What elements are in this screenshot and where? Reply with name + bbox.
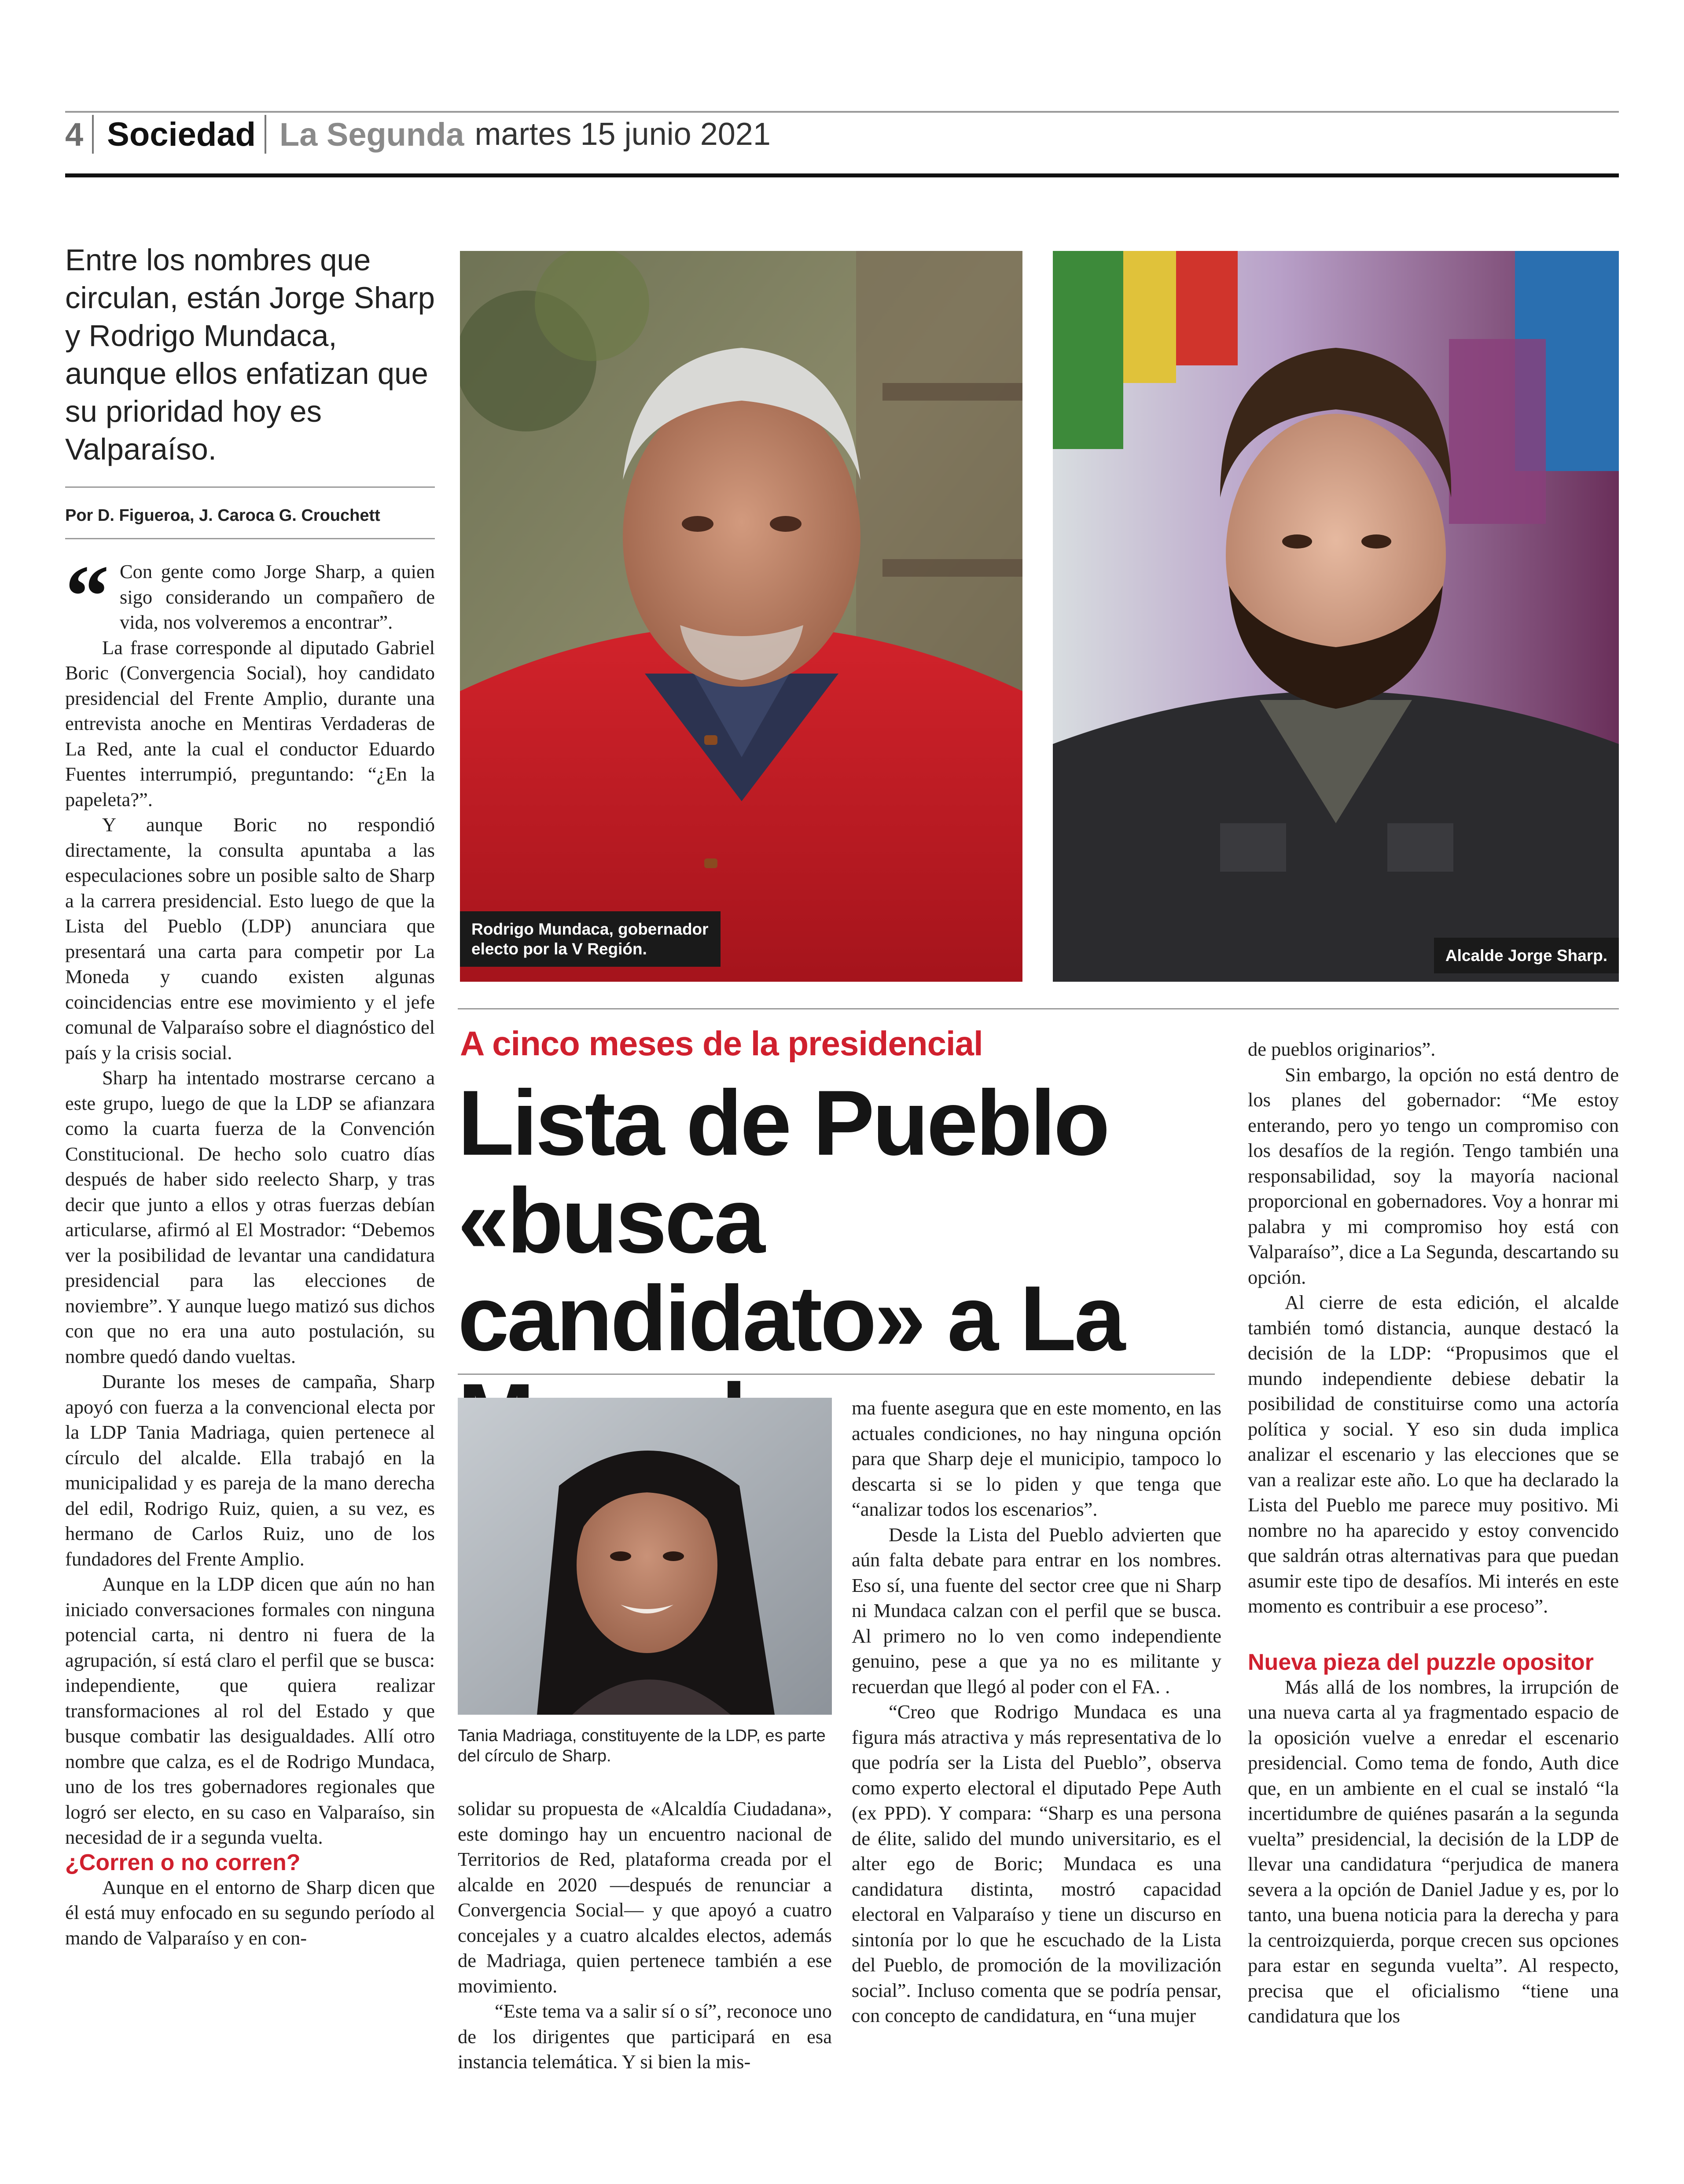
paragraph: ma fuente asegura que en este momento, en las actuales condiciones, no hay ninguna opción para que Sharp deje el municipio, tampoco lo descarta si se lo piden y que tenga que “analizar todos los escenarios”. bbox=[852, 1397, 1221, 1520]
paragraph: Sharp ha intentado mostrarse cercano a este grupo, luego de que la LDP se afianzara como la cuarta fuerza de la Convención Constitucional. De hecho solo cuatro días después de haber sido reelecto Sharp, y tras decir que junto a ellos y otras fuerzas debían articularse, afirmó al El Mostrador: “Debemos ver la posibilidad de levantar una candidatura presidencial para las elecciones de noviembre”. Y aunque luego matizó sus dichos con que no era una auto postulación, su nombre quedó dando vueltas. bbox=[65, 1067, 435, 1367]
headline-top-rule bbox=[458, 1008, 1619, 1009]
article-column-1 bbox=[65, 548, 435, 1951]
photo-jorge-sharp bbox=[1053, 251, 1619, 982]
photo-rodrigo-mundaca bbox=[460, 251, 1022, 982]
subheading: Nueva pieza del puzzle opositor bbox=[1248, 1649, 1594, 1675]
article-headline: Lista de Pueblo «busca candidato» a La bbox=[458, 1071, 1124, 1370]
article-column-3 bbox=[852, 1396, 1221, 2029]
paragraph: Durante los meses de campaña, Sharp apoyó con fuerza a la convencional electa por la LDP Tania Madriaga, quien pertenece al círculo del alcalde. Ella trabajó en la municipalidad y es pareja de la mano derecha del edil, Rodrigo Ruiz, quien, a su vez, es hermano de Carlos Ruiz, uno de los fundadores del Frente Amplio. bbox=[65, 1370, 435, 1570]
article-column-2 bbox=[458, 1796, 832, 2075]
article-lead: Entre los nombres que circulan, están Jorge Sharp y Rodrigo Mundaca, aunque ellos enfatizan que su prioridad hoy es Valparaíso. bbox=[65, 243, 435, 466]
section-name: Sociedad bbox=[107, 115, 256, 153]
paragraph: Aunque en el entorno de Sharp dicen que él está muy enfocado en su segundo período al mando de Valparaíso y en con- bbox=[65, 1876, 435, 1949]
paragraph: Al cierre de esta edición, el alcalde también tomó distancia, aunque destacó la decisión de la LDP: “Propusimos que el mundo independiente debiese debatir la posibilidad de constituirse como una actoría política y social. Y eso sin duda implica analizar el escenario y las elecciones que se van a realizar este año. Lo que ha declarado la Lista del Pueblo me parece muy positivo. Mi nombre no ha aparecido y estoy convencido que saldrán otras alternativas para que puedan asumir este tipo de desafíos. Mi interés en este momento es contribuir a ese proceso”. bbox=[1248, 1291, 1619, 1617]
headline-kicker: A cinco meses de la presidencial bbox=[460, 1024, 983, 1063]
byline-rule bbox=[65, 538, 435, 539]
photo-caption-sharp: Alcalde Jorge Sharp. bbox=[1434, 938, 1619, 973]
photo-caption-mundaca: Rodrigo Mundaca, gobernador electo por la V Región. bbox=[460, 911, 721, 967]
photo-caption-madriaga: Tania Madriaga, constituyente de la LDP, es parte del círculo de Sharp. bbox=[458, 1727, 826, 1765]
portrait-image bbox=[458, 1398, 832, 1715]
header-separator bbox=[92, 115, 94, 154]
portrait-image bbox=[1053, 251, 1619, 982]
lead-rule bbox=[65, 486, 435, 488]
issue-date: martes 15 junio 2021 bbox=[474, 117, 771, 152]
paragraph: Con gente como Jorge Sharp, a quien sigo considerando un compañero de vida, nos volveremos a encontrar”. bbox=[120, 560, 435, 633]
newspaper-name: La Segunda bbox=[279, 116, 464, 153]
header-separator bbox=[265, 115, 266, 154]
page-header bbox=[65, 112, 771, 156]
paragraph: “Este tema va a salir sí o sí”, reconoce uno de los dirigentes que participará en esa instancia telemática. Y si bien la mis- bbox=[458, 2000, 832, 2073]
paragraph: Desde la Lista del Pueblo advierten que aún falta debate para entrar en los nombres. Eso sí, una fuente del sector cree que ni Sharp ni Mundaca calzan con el perfil que se busca. Al primero no lo ven como independiente genuino, pese a que ya no es militante y recuerdan que llegó al poder con el FA. . bbox=[852, 1523, 1221, 1698]
paragraph: Y aunque Boric no respondió directamente, la consulta apuntaba a las especulaciones sobre un posible salto de Sharp a la carrera presidencial. Esto luego de que la Lista del Pueblo (LDP) anunciara que presentará una carta para competir por La Moneda y cuando existen algunas coincidencias entre ese movimiento y el jefe comunal de Valparaíso sobre el diagnóstico del país y la crisis social. bbox=[65, 814, 435, 1064]
page-number: 4 bbox=[65, 116, 84, 153]
portrait-image bbox=[460, 251, 1022, 982]
headline-bottom-rule bbox=[458, 1374, 1215, 1375]
paragraph: solidar su propuesta de «Alcaldía Ciudadana», este domingo hay un encuentro nacional de Territorios de Red, plataforma creada por el alcalde en 2020 —después de renunciar a Convergencia Social— y que apoyó a cuatro concejales y a cuatro alcaldes electos, además de Madriaga, quien pertenece también a ese movimiento. bbox=[458, 1797, 832, 1997]
photo-tania-madriaga bbox=[458, 1398, 832, 1715]
subheading: ¿Corren o no corren? bbox=[65, 1849, 301, 1875]
paragraph: Más allá de los nombres, la irrupción de una nueva carta al ya fragmentado espacio de la oposición vuelve a enredar el escenario presidencial. Como tema de fondo, Auth dice que, en un ambiente en el cual se instaló “la incertidumbre de quiénes pasarán a la segunda vuelta” presidencial, la decisión de la LDP de llevar una candidatura “perjudica de manera severa a la opción de Daniel Jadue y es, por lo tanto, una buena noticia para la derecha y para la centroizquierda, porque crecen sus opciones para estar en segunda vuelta”. Al respecto, precisa que el oficialismo “tiene una candidatura que los bbox=[1248, 1676, 1619, 2027]
paragraph: “Creo que Rodrigo Mundaca es una figura más atractiva y más representativa de lo que podría ser la Lista del Pueblo”, observa como experto electoral el diputado Pepe Auth (ex PPD). Y compara: “Sharp es una persona de élite, salido del mundo universitario, es el alter ego de Boric; Mundaca es una candidatura distinta, mostró capacidad electoral en Valparaíso y tiene un discurso en sintonía por lo que he escuchado de la Lista del Pueblo, de promoción de la movilización social”. Incluso comenta que se podría pensar, con concepto de candidatura, en “una mujer bbox=[852, 1701, 1221, 2026]
article-column-4 bbox=[1248, 1037, 1619, 2029]
article-byline: Por D. Figueroa, J. Caroca G. Crouchett bbox=[65, 506, 380, 525]
paragraph: Aunque en la LDP dicen que aún no han iniciado conversaciones formales con ninguna potencial carta, ni dentro ni fuera de la agrupación, sí está claro el perfil que se busca: independiente, que quiera realizar transformaciones al rol del Estado y que busque combatir las desigualdades. Allí otro nombre que calza, es el de Rodrigo Mundaca, uno de los tres gobernadores regionales que logró ser electo, en su caso en Valparaíso, sin necesidad de ir a segunda vuelta. bbox=[65, 1573, 435, 1848]
paragraph: La frase corresponde al diputado Gabriel Boric (Convergencia Social), hoy candidato presidencial del Frente Amplio, durante una entrevista anoche en Mentiras Verdaderas de La Red, ante la cual el conductor Eduardo Fuentes interrumpió, preguntando: “¿En la papeleta?”. bbox=[65, 636, 435, 810]
header-bottom-rule bbox=[65, 173, 1619, 177]
opening-quote-icon: “ bbox=[65, 548, 109, 645]
paragraph: Sin embargo, la opción no está dentro de los planes del gobernador: “Me estoy enterando, pero yo tengo un compromiso con los desafíos de la región. Tengo también una responsabilidad, soy la mayoría nacional proporcional en gobernadores. Voy a honrar mi palabra y mi compromiso hoy está con Valparaíso”, dice a La Segunda, descartando su opción. bbox=[1248, 1063, 1619, 1288]
paragraph: de pueblos originarios”. bbox=[1248, 1038, 1436, 1060]
